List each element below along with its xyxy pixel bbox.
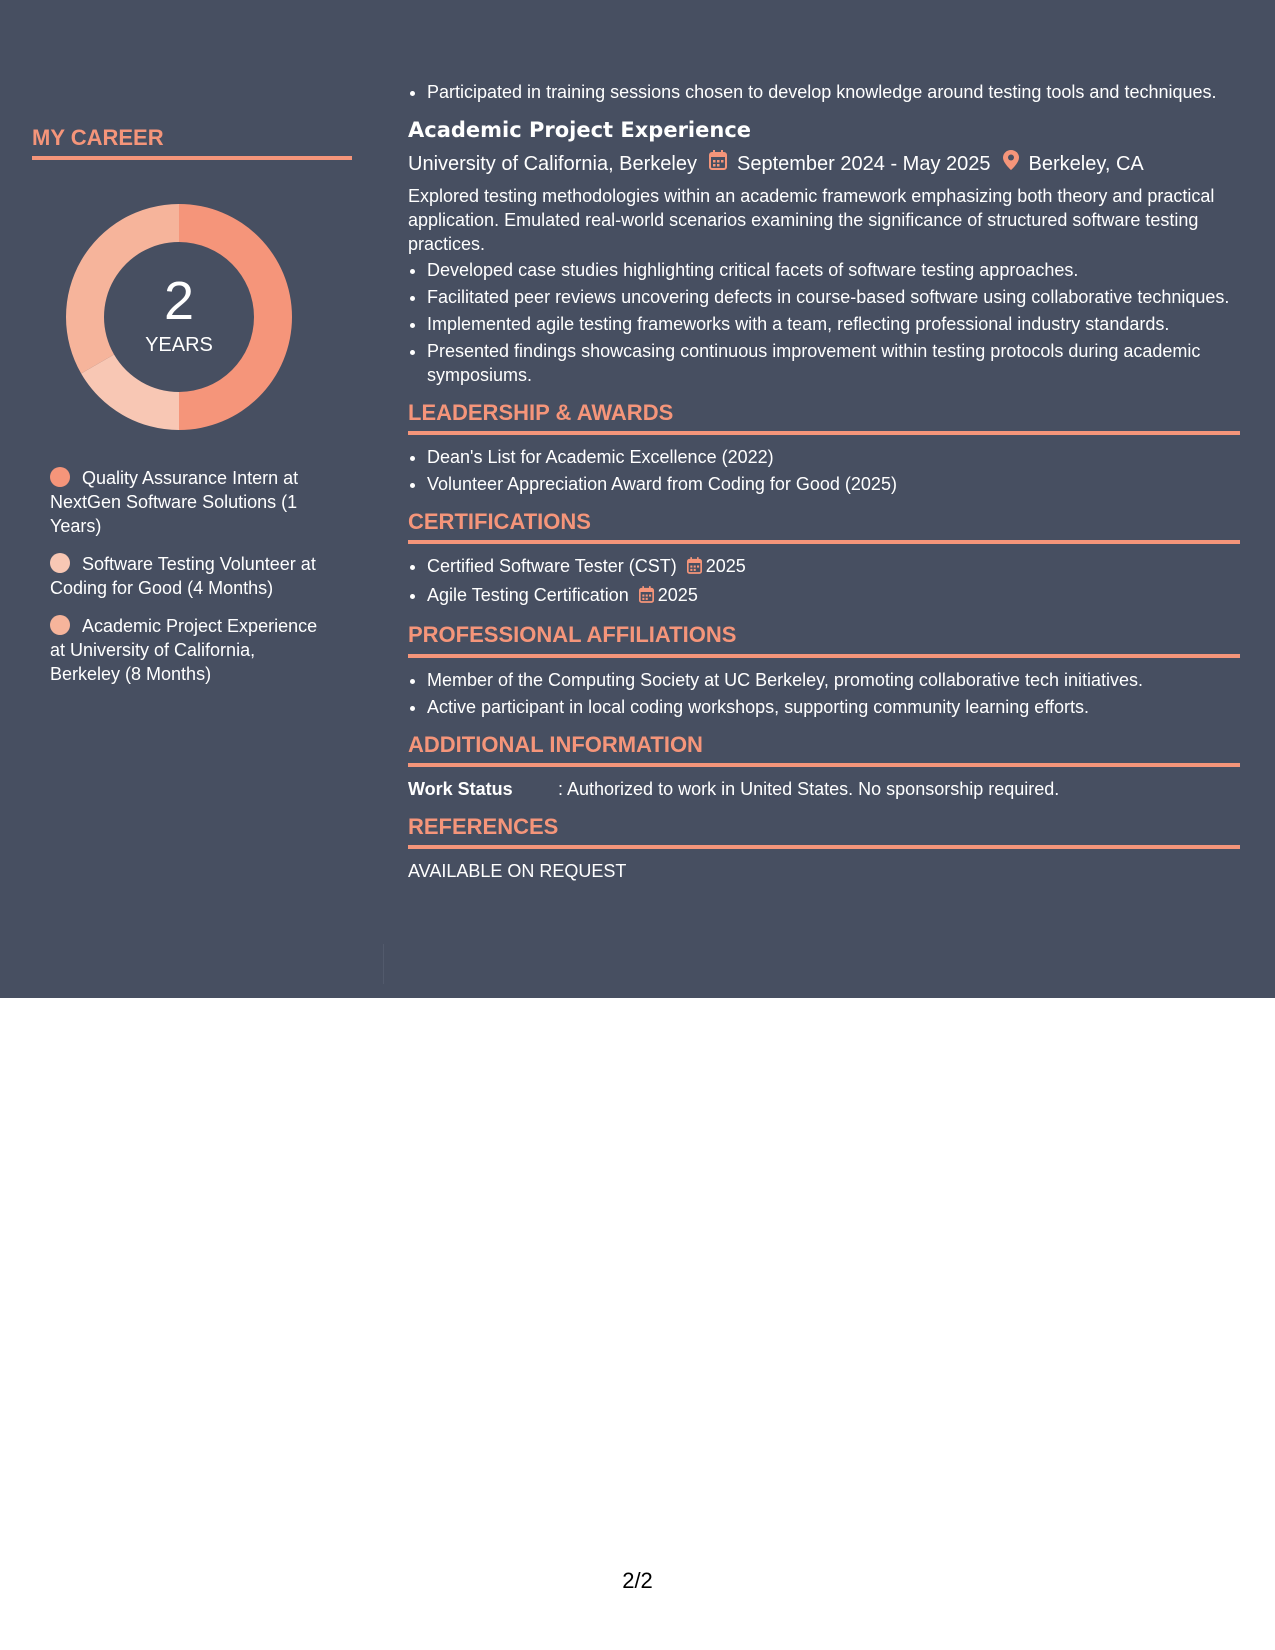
list-item: • Member of the Computing Society at UC Berkeley, promoting collaborative tech initiatives. [427,668,1240,692]
certifications-list [408,554,1240,609]
cert-name: Certified Software Tester (CST) [427,556,677,577]
leadership-list [408,445,1240,496]
donut-center [66,204,292,430]
section-title: REFERENCES [408,815,1240,849]
legend-label: Academic Project Experience at University of California, Berkeley (8 Months) [50,616,318,685]
certifications-section [408,510,1240,609]
career-sidebar [32,126,352,700]
legend-item [50,466,322,538]
legend-dot-icon [50,467,70,487]
legend-dot-icon [50,615,70,635]
work-status-value: : Authorized to work in United States. No sponsorship required. [558,778,1060,799]
legend-label: Software Testing Volunteer at Coding for Good (4 Months) [50,554,316,599]
experience-description: Explored testing methodologies within an academic framework emphasizing both theory and practical application. Emulated real-world scenarios examining the significance of structured software testing practices. [408,186,1215,254]
section-title: CERTIFICATIONS [408,510,1240,544]
list-item [427,554,1240,580]
section-title: PROFESSIONAL AFFILIATIONS [408,623,1240,657]
affiliations-section [408,623,1240,718]
location-pin-icon [1003,150,1019,178]
column-divider [383,944,384,984]
experience-title: Academic Project Experience [408,118,752,142]
legend-dot-icon [50,553,70,573]
leadership-section [408,401,1240,496]
list-item: • Implemented agile testing frameworks with a team, reflecting professional industry standards. [427,312,1240,336]
experience-dates: September 2024 - May 2025 [737,153,991,175]
main-column [408,80,1240,883]
experience-org: University of California, Berkeley [408,153,697,175]
additional-section [408,733,1240,801]
list-item: • Participated in training sessions chosen to develop knowledge around testing tools and techniques. [427,80,1240,104]
list-item: • Developed case studies highlighting critical facets of software testing approaches. [427,258,1240,282]
list-item: • Presented findings showcasing continuous improvement within testing protocols during academic symposiums. [427,339,1240,387]
list-item [427,583,1240,609]
legend-label: Quality Assurance Intern at NextGen Software Solutions (1 Years) [50,468,299,537]
career-legend [50,466,322,686]
calendar-icon [709,150,727,178]
cert-year: 2025 [705,556,746,577]
affiliations-list [408,668,1240,719]
career-total: 2 [163,270,195,331]
career-title: MY CAREER [32,126,352,160]
list-item: • Dean's List for Academic Excellence (2022) [427,445,1240,469]
list-item: • Facilitated peer reviews uncovering defects in course-based software using collaborative techniques. [427,285,1240,309]
experience-meta [408,150,1240,178]
cert-name: Agile Testing Certification [427,585,629,606]
career-unit: YEARS [145,333,213,356]
section-title: LEADERSHIP & AWARDS [408,401,1240,435]
page-number: 2/2 [622,1568,653,1593]
references-section [408,815,1240,883]
calendar-icon [639,585,654,609]
experience-bullets [408,258,1240,387]
list-item: • Volunteer Appreciation Award from Coding for Good (2025) [427,472,1240,496]
calendar-icon [687,556,702,580]
legend-item [50,614,322,686]
references-text: AVAILABLE ON REQUEST [408,860,627,881]
experience-location: Berkeley, CA [1028,153,1144,175]
cert-year: 2025 [657,585,698,606]
list-item: • Active participant in local coding workshops, supporting community learning efforts. [427,695,1240,719]
work-status-row [408,777,1240,801]
section-title: ADDITIONAL INFORMATION [408,733,1240,767]
legend-item [50,552,322,600]
career-donut-chart [66,204,292,430]
work-status-label: Work Status [408,778,513,799]
previous-experience-bullets [408,80,1240,104]
